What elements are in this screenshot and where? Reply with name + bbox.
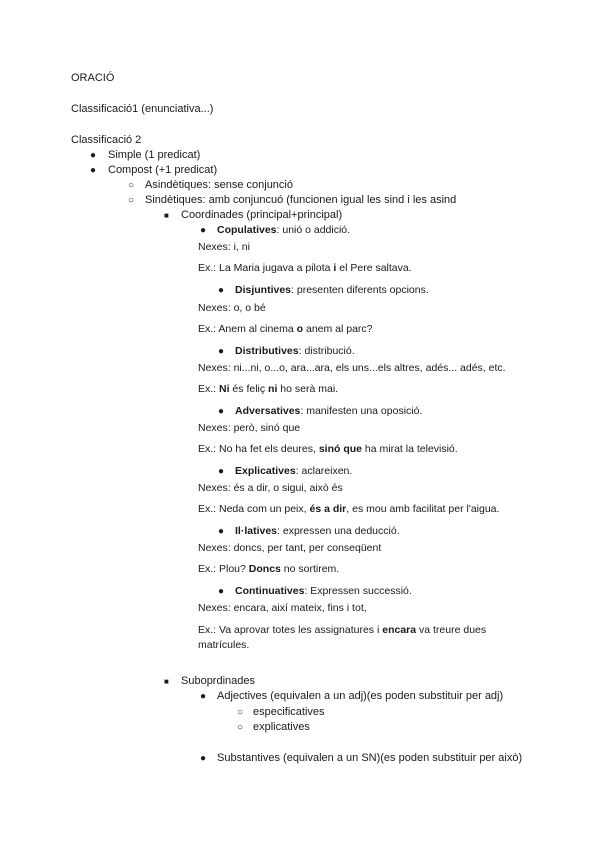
substantives-item: Substantives (equivalen a un SN)(es poden substituir per això) bbox=[217, 752, 523, 764]
illatives-heading: Il·latives: expressen una deducció. bbox=[235, 525, 400, 537]
explicatives-heading: Explicatives: aclareixen. bbox=[235, 465, 353, 477]
bullet-dot: ● bbox=[90, 165, 97, 176]
distributives-example: Ex.: Ni és feliç ni ho serà mai. bbox=[198, 383, 339, 395]
explicatives-nexes: Nexes: és a dir, o sigui, això és bbox=[198, 482, 343, 494]
illatives-example: Ex.: Plou? Doncs no sortirem. bbox=[198, 563, 340, 575]
asindetiques-item: Asindètiques: sense conjunció bbox=[145, 179, 293, 191]
illatives-nexes: Nexes: doncs, per tant, per conseqüent bbox=[198, 542, 382, 554]
bullet-dot: ● bbox=[90, 150, 97, 161]
classificacio2-line: Classificació 2 bbox=[71, 134, 142, 146]
bullet-square: ■ bbox=[164, 677, 169, 686]
classificacio1-line: Classificació1 (enunciativa...) bbox=[71, 103, 214, 115]
disjuntives-example: Ex.: Anem al cinema o anem al parc? bbox=[198, 323, 373, 335]
explicatives-sub-item: explicatives bbox=[253, 721, 310, 733]
adversatives-heading: Adversatives: manifesten una oposició. bbox=[235, 405, 423, 417]
distributives-nexes: Nexes: ni...ni, o...o, ara...ara, els uns...els altres, adés... adés, etc. bbox=[198, 362, 506, 374]
subordinades-item: Suboprdinades bbox=[181, 675, 256, 687]
bullet-dot: ● bbox=[200, 753, 207, 764]
sindetiques-item: Sindètiques: amb conjuncuó (funcionen igual les sind i les asind bbox=[145, 194, 457, 206]
continuatives-nexes: Nexes: encara, així mateix, fins i tot, bbox=[198, 602, 367, 614]
copulatives-example: Ex.: La Maria jugava a pilota i el Pere saltava. bbox=[198, 262, 412, 274]
compost-item: Compost (+1 predicat) bbox=[108, 164, 218, 176]
bullet-dot: ● bbox=[218, 586, 225, 597]
disjuntives-heading: Disjuntives: presenten diferents opcions. bbox=[235, 284, 429, 296]
copulatives-nexes: Nexes: i, ni bbox=[198, 241, 250, 253]
bullet-dot: ● bbox=[218, 466, 225, 477]
bullet-dot: ● bbox=[218, 285, 225, 296]
especificatives-item: especificatives bbox=[253, 706, 325, 718]
bullet-dot: ● bbox=[218, 526, 225, 537]
continuatives-example: Ex.: Va aprovar totes les assignatures i encara va treure dues bbox=[198, 624, 487, 636]
bullet-dot: ● bbox=[218, 346, 225, 357]
bullet-square: ■ bbox=[164, 211, 169, 220]
bullet-circle: ○ bbox=[237, 707, 244, 718]
explicatives-example: Ex.: Neda com un peix, és a dir, es mou amb facilitat per l'aigua. bbox=[198, 503, 500, 515]
continuatives-example-line2: matrícules. bbox=[198, 639, 250, 651]
adversatives-nexes: Nexes: però, sinó que bbox=[198, 422, 301, 434]
bullet-circle: ○ bbox=[128, 195, 135, 206]
copulatives-heading: Copulatives: unió o addició. bbox=[217, 224, 351, 236]
coordinades-item: Coordinades (principal+principal) bbox=[181, 209, 343, 221]
bullet-dot: ● bbox=[200, 225, 207, 236]
bullet-circle: ○ bbox=[237, 722, 244, 733]
page-title: ORACIÓ bbox=[71, 72, 115, 84]
adversatives-example: Ex.: No ha fet els deures, sinó que ha mirat la televisió. bbox=[198, 443, 458, 455]
bullet-dot: ● bbox=[200, 691, 207, 702]
distributives-heading: Distributives: distribució. bbox=[235, 345, 355, 357]
bullet-circle: ○ bbox=[128, 180, 135, 191]
simple-item: Simple (1 predicat) bbox=[108, 149, 201, 161]
bullet-dot: ● bbox=[218, 406, 225, 417]
disjuntives-nexes: Nexes: o, o bé bbox=[198, 302, 266, 314]
adjectives-item: Adjectives (equivalen a un adj)(es poden substituir per adj) bbox=[217, 690, 504, 702]
continuatives-heading: Continuatives: Expressen successió. bbox=[235, 585, 412, 597]
